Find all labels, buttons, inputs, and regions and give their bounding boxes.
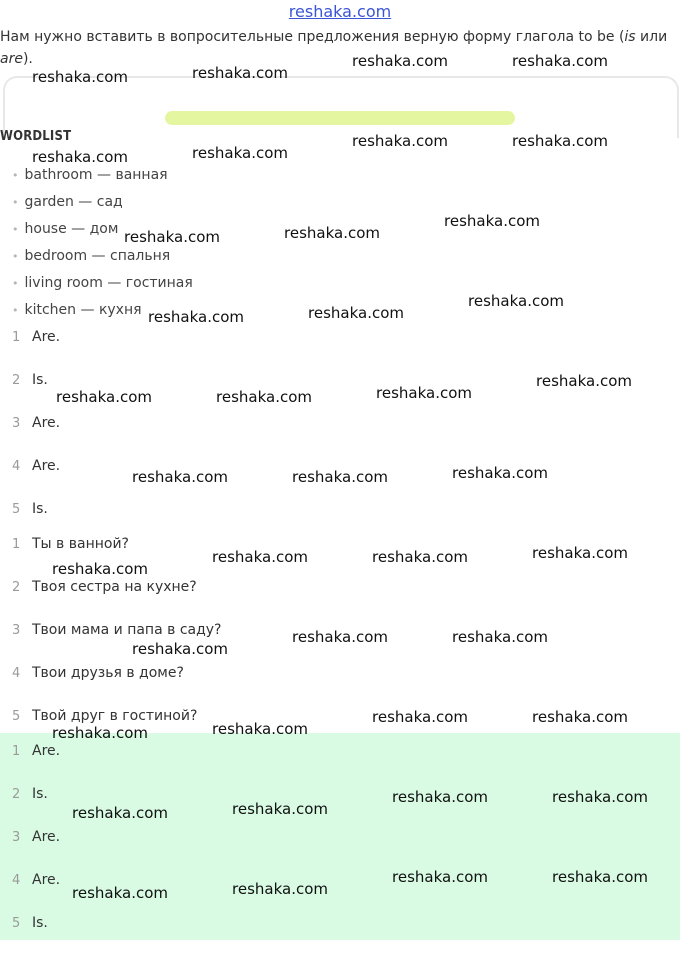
watermark-text: reshaka.com [148, 308, 244, 326]
instruction-before: Нам нужно вставить в вопросительные предложения верную форму глагола to be ( [0, 29, 625, 45]
watermark-text: reshaka.com [232, 880, 328, 898]
answer-text: Is. [32, 501, 48, 517]
answer-text: Are. [32, 743, 61, 759]
watermark-text: reshaka.com [308, 304, 404, 322]
answer-text: Is. [32, 915, 48, 931]
answer-list-1 [0, 327, 680, 542]
bullet-icon: • [12, 169, 19, 182]
item-number: 5 [12, 709, 21, 724]
watermark-text: reshaka.com [56, 388, 152, 406]
question-text: Твоя сестра на кухне? [32, 579, 197, 595]
watermark-text: reshaka.com [232, 800, 328, 818]
wordlist-item [12, 243, 193, 270]
watermark-text: reshaka.com [32, 68, 128, 86]
item-number: 5 [12, 916, 21, 931]
instruction-after: ). [22, 51, 33, 67]
watermark-text: reshaka.com [72, 884, 168, 902]
answer-item [0, 827, 680, 870]
answer-item [0, 413, 680, 456]
wordlist-item [12, 162, 193, 189]
watermark-text: reshaka.com [192, 144, 288, 162]
answer-item [0, 327, 680, 370]
answer-text: Are. [32, 329, 61, 345]
wordlist-item-text: house — дом [24, 221, 119, 237]
item-number: 1 [12, 330, 21, 345]
bullet-icon: • [12, 196, 19, 209]
item-number: 1 [12, 537, 21, 552]
wordlist-item-text: living room — гостиная [24, 275, 193, 291]
question-text: Твои друзья в доме? [32, 665, 184, 681]
item-number: 1 [12, 744, 21, 759]
watermark-text: reshaka.com [552, 788, 648, 806]
answer-text: Are. [32, 872, 61, 888]
item-number: 3 [12, 623, 21, 638]
question-text: Ты в ванной? [32, 536, 129, 552]
answer-item [0, 741, 680, 784]
watermark-text: reshaka.com [216, 388, 312, 406]
watermark-text: reshaka.com [444, 212, 540, 230]
watermark-text: reshaka.com [512, 132, 608, 150]
wordlist-item [12, 270, 193, 297]
watermark-text: reshaka.com [32, 148, 128, 166]
item-number: 4 [12, 459, 21, 474]
item-number: 3 [12, 416, 21, 431]
watermark-text: reshaka.com [532, 708, 628, 726]
wordlist-item-text: bedroom — спальня [24, 248, 171, 264]
watermark-text: reshaka.com [284, 224, 380, 242]
wordlist-item-text: garden — сад [24, 194, 123, 210]
wordlist-title: WORDLIST [0, 129, 72, 144]
item-number: 2 [12, 787, 21, 802]
watermark-text: reshaka.com [352, 52, 448, 70]
watermark-text: reshaka.com [132, 640, 228, 658]
bullet-icon: • [12, 304, 19, 317]
highlight-bar [165, 111, 515, 125]
instruction-or: или [635, 29, 668, 45]
bullet-icon: • [12, 223, 19, 236]
question-item [0, 663, 680, 706]
item-number: 2 [12, 373, 21, 388]
instruction-are: are [0, 51, 23, 67]
watermark-text: reshaka.com [192, 64, 288, 82]
watermark-text: reshaka.com [452, 628, 548, 646]
question-text: Твои мама и папа в саду? [32, 622, 222, 638]
item-number: 4 [12, 873, 21, 888]
watermark-text: reshaka.com [392, 788, 488, 806]
watermark-text: reshaka.com [292, 468, 388, 486]
item-number: 5 [12, 502, 21, 517]
watermark-text: reshaka.com [352, 132, 448, 150]
watermark-text: reshaka.com [52, 724, 148, 742]
answer-list-2 [0, 741, 680, 956]
watermark-text: reshaka.com [124, 228, 220, 246]
item-number: 2 [12, 580, 21, 595]
watermark-text: reshaka.com [532, 544, 628, 562]
answer-text: Are. [32, 458, 61, 474]
wordlist-item-text: bathroom — ванная [24, 167, 168, 183]
answer-item [0, 913, 680, 956]
instruction-is: is [624, 29, 636, 45]
answer-text: Are. [32, 415, 61, 431]
answer-text: Is. [32, 372, 48, 388]
item-number: 3 [12, 830, 21, 845]
watermark-text: reshaka.com [552, 868, 648, 886]
watermark-text: reshaka.com [468, 292, 564, 310]
watermark-text: reshaka.com [212, 720, 308, 738]
item-number: 4 [12, 666, 21, 681]
watermark-text: reshaka.com [372, 548, 468, 566]
answer-text: Is. [32, 786, 48, 802]
answer-text: Are. [32, 829, 61, 845]
bullet-icon: • [12, 277, 19, 290]
wordlist-item [12, 189, 193, 216]
question-item [0, 577, 680, 620]
watermark-text: reshaka.com [512, 52, 608, 70]
watermark-text: reshaka.com [132, 468, 228, 486]
site-header-link[interactable]: reshaka.com [288, 2, 392, 21]
wordlist-item-text: kitchen — кухня [24, 302, 142, 318]
watermark-text: reshaka.com [52, 560, 148, 578]
watermark-text: reshaka.com [292, 628, 388, 646]
watermark-text: reshaka.com [376, 384, 472, 402]
watermark-text: reshaka.com [212, 548, 308, 566]
question-text: Твой друг в гостиной? [32, 708, 198, 724]
watermark-text: reshaka.com [72, 804, 168, 822]
watermark-text: reshaka.com [372, 708, 468, 726]
watermark-text: reshaka.com [536, 372, 632, 390]
watermark-text: reshaka.com [452, 464, 548, 482]
watermark-text: reshaka.com [392, 868, 488, 886]
bullet-icon: • [12, 250, 19, 263]
